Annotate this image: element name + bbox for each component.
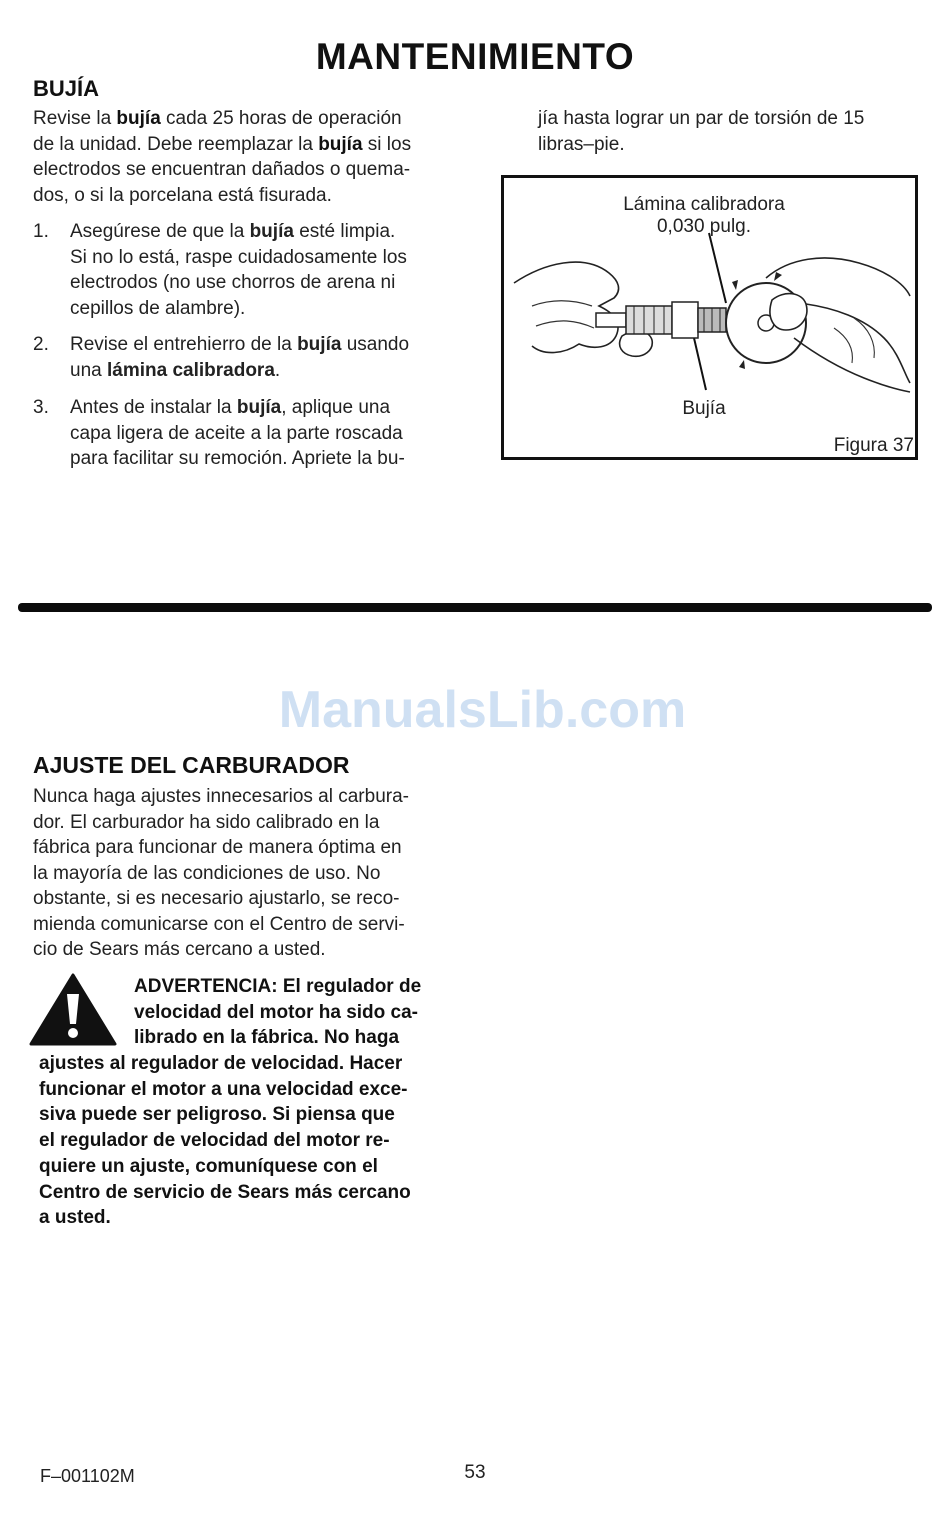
warning-line: quiere un ajuste, comuníquese con el — [39, 1155, 378, 1177]
warning-line: Centro de servicio de Sears más cercano — [39, 1181, 411, 1203]
plug-leader-line — [694, 338, 706, 390]
warning-text-body — [39, 1051, 469, 1231]
step-1 — [33, 219, 473, 321]
page-title: MANTENIMIENTO — [315, 36, 635, 77]
step-line: Antes de instalar la bujía, aplique una — [70, 397, 391, 418]
step-3 — [33, 395, 473, 473]
watermark: ManualsLib.com — [278, 681, 687, 739]
warning-line: librado en la fábrica. No haga — [134, 1027, 400, 1049]
bujia-continued — [538, 106, 928, 157]
step-number: 2. — [33, 334, 49, 355]
gauge-label: Lámina calibradora 0,030 pulg. — [623, 194, 785, 237]
continued-line: libras–pie. — [538, 133, 625, 155]
carburador-line: dor. El carburador ha sido calibrado en la — [33, 811, 380, 833]
carburador-line: la mayoría de las condiciones de uso. No — [33, 862, 381, 884]
carburador-heading: AJUSTE DEL CARBURADOR — [33, 752, 350, 778]
step-line: Asegúrese de que la bujía esté limpia. — [70, 221, 396, 242]
carburador-line: Nunca haga ajustes innecesarios al carbura- — [33, 786, 409, 807]
bujia-heading: BUJÍA — [33, 76, 100, 101]
step-2 — [33, 332, 473, 384]
bujia-intro-line: dos, o si la porcelana está fisurada. — [33, 184, 332, 206]
step-line: Si no lo está, raspe cuidadosamente los — [70, 246, 407, 268]
plug-label: Bujía — [682, 398, 726, 419]
bujia-intro-line: Revise la bujía cada 25 horas de operación — [33, 108, 402, 129]
bujia-intro — [33, 106, 473, 208]
warning-line: el regulador de velocidad del motor re- — [39, 1130, 390, 1152]
bujia-intro-line: electrodos se encuentran dañados o quema- — [33, 159, 411, 180]
warning-line: funcionar el motor a una velocidad exce- — [39, 1078, 408, 1100]
step-line: cepillos de alambre). — [70, 297, 246, 319]
warning-line: siva puede ser peligroso. Si piensa que — [39, 1104, 395, 1126]
figure-37 — [501, 175, 918, 460]
carburador-line: mienda comunicarse con el Centro de servi- — [33, 913, 405, 935]
step-line: Revise el entrehierro de la bujía usando — [70, 334, 410, 355]
carburador-line: cio de Sears más cercano a usted. — [33, 939, 326, 960]
page-number: 53 — [464, 1462, 486, 1483]
step-number: 3. — [33, 397, 49, 418]
step-line: capa ligera de aceite a la parte roscada — [70, 422, 403, 444]
figure-caption: Figura 37 — [833, 435, 914, 456]
warning-line: a usted. — [39, 1207, 111, 1229]
carburador-line: fábrica para funcionar de manera óptima en — [33, 837, 402, 858]
footer-code: F–001102M — [40, 1466, 135, 1486]
step-number: 1. — [33, 221, 49, 242]
continued-line: jía hasta lograr un par de torsión de 15 — [538, 108, 865, 129]
gauge-leader-line — [709, 233, 726, 303]
step-line: una lámina calibradora. — [70, 359, 281, 381]
step-line: para facilitar su remoción. Apriete la bu- — [70, 448, 405, 469]
bujia-intro-line: de la unidad. Debe reemplazar la bujía si los — [33, 133, 412, 155]
warning-line: ajustes al regulador de velocidad. Hacer — [39, 1053, 403, 1074]
warning-triangle-icon — [28, 972, 118, 1048]
warning-text-top — [134, 974, 464, 1051]
section-divider — [18, 603, 932, 612]
carburador-line: obstante, si es necesario ajustarlo, se reco- — [33, 888, 400, 909]
warning-line: velocidad del motor ha sido ca- — [134, 1001, 419, 1023]
step-line: electrodos (no use chorros de arena ni — [70, 272, 396, 293]
carburador-body — [33, 784, 473, 963]
warning-line: ADVERTENCIA: El regulador de — [134, 976, 422, 997]
